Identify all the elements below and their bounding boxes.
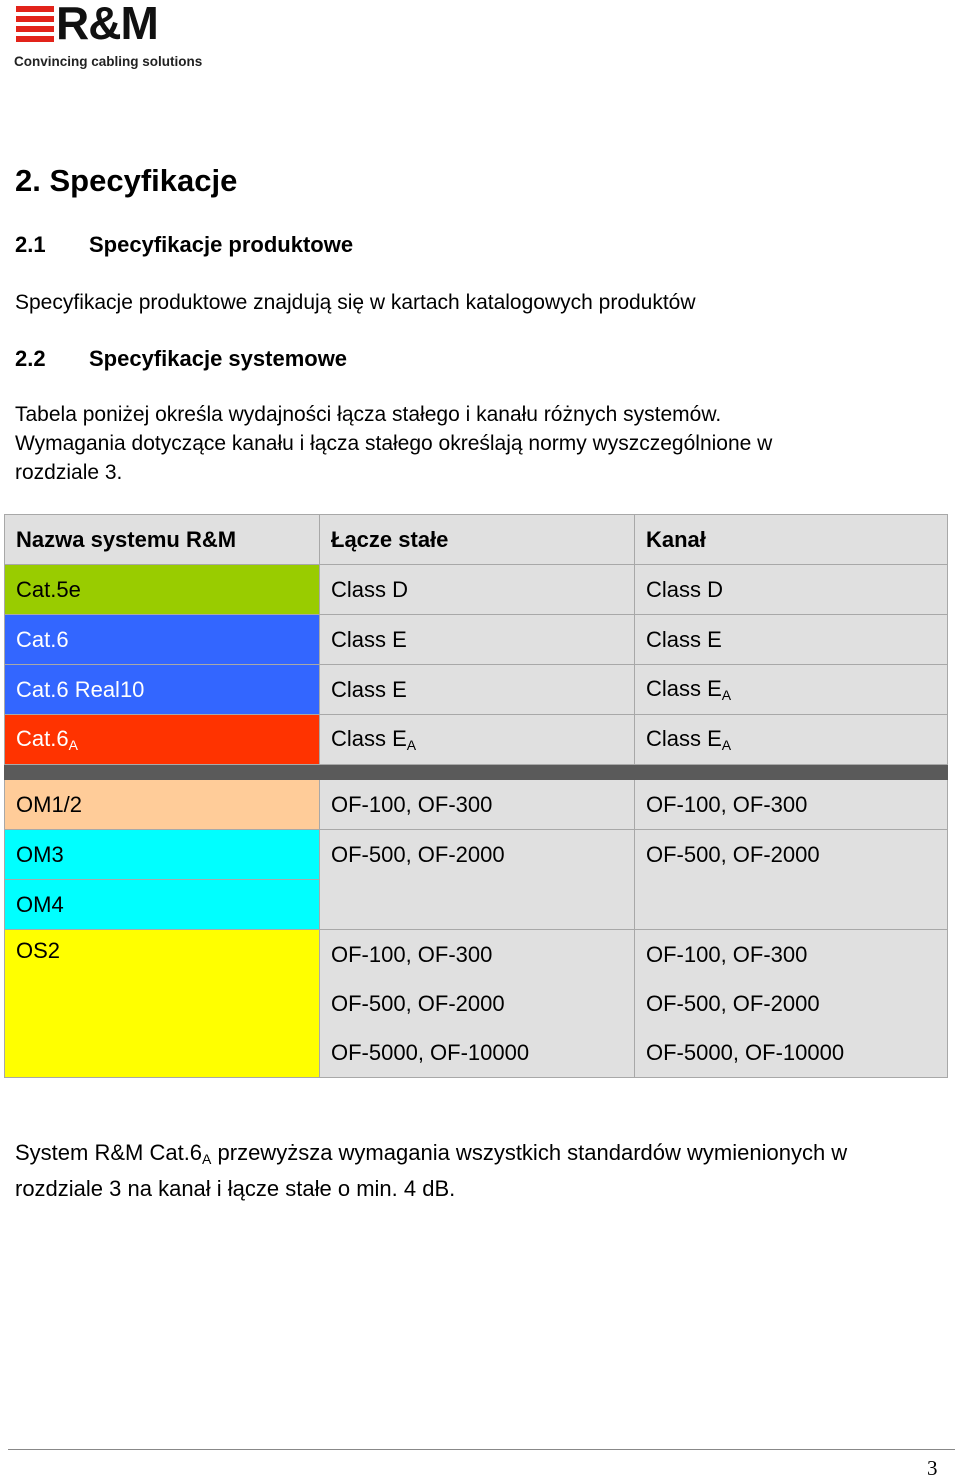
link-line: OF-500, OF-2000 <box>331 991 505 1016</box>
header-system: Nazwa systemu R&M <box>5 515 320 565</box>
paragraph-line: Wymagania dotyczące kanału i łącza stałego określają normy wyszczególnione w <box>15 432 773 455</box>
channel-value <box>635 830 948 930</box>
link-value: Class D <box>320 565 635 615</box>
logo-tagline: Convincing cabling solutions <box>14 54 203 69</box>
heading-title: Specyfikacje <box>49 163 238 198</box>
link-value <box>320 830 635 930</box>
channel-value <box>635 930 948 1078</box>
logo-mark-icon <box>16 6 54 42</box>
system-om3: OM3 <box>5 830 320 880</box>
system-text: Cat.6 <box>16 726 69 751</box>
subscript: A <box>202 1151 212 1167</box>
header-link: Łącze stałe <box>320 515 635 565</box>
table-row <box>5 715 948 765</box>
channel-text: Class E <box>646 676 722 701</box>
subscript: A <box>721 737 732 753</box>
subscript: A <box>68 737 78 753</box>
link-text: OF-500, OF-2000 <box>331 842 505 867</box>
system-spec-table <box>4 514 948 1078</box>
table-row <box>5 780 948 830</box>
section-title: Specyfikacje systemowe <box>89 346 348 371</box>
summary-note <box>15 1138 950 1203</box>
channel-value <box>635 715 948 765</box>
note-text: przewyższa wymagania wszystkich standardów wymienionych w <box>211 1140 848 1165</box>
separator-cell <box>5 765 320 780</box>
system-om12: OM1/2 <box>5 780 320 830</box>
system-os2: OS2 <box>5 930 320 1078</box>
channel-text: Class E <box>646 726 722 751</box>
logo-brand: R&M <box>56 0 158 49</box>
table-row <box>5 830 948 880</box>
channel-value <box>635 665 948 715</box>
section-number: 2.1 <box>15 232 46 257</box>
table-separator <box>5 765 948 780</box>
system-cat6a <box>5 715 320 765</box>
footer-divider <box>8 1449 955 1450</box>
system-cat6-real10: Cat.6 Real10 <box>5 665 320 715</box>
page-title <box>15 163 237 199</box>
page-number: 3 <box>927 1456 938 1480</box>
link-value <box>320 930 635 1078</box>
link-line: OF-5000, OF-10000 <box>331 1040 530 1065</box>
separator-cell <box>635 765 948 780</box>
system-cat5e: Cat.5e <box>5 565 320 615</box>
paragraph-line: rozdziale 3. <box>15 461 123 484</box>
section-2-2-heading <box>15 346 347 372</box>
link-line: OF-100, OF-300 <box>331 942 493 967</box>
heading-number: 2. <box>15 163 41 198</box>
table-header-row <box>5 515 948 565</box>
link-text: Class E <box>331 726 407 751</box>
channel-line: OF-100, OF-300 <box>646 942 808 967</box>
section-title: Specyfikacje produktowe <box>89 232 354 257</box>
separator-cell <box>320 765 635 780</box>
channel-value: Class D <box>635 565 948 615</box>
table-row <box>5 665 948 715</box>
section-2-1-heading <box>15 232 353 258</box>
subscript: A <box>721 687 732 703</box>
paragraph-line: Tabela poniżej określa wydajności łącza stałego i kanału różnych systemów. <box>15 403 722 426</box>
channel-line: OF-500, OF-2000 <box>646 991 820 1016</box>
system-cat6: Cat.6 <box>5 615 320 665</box>
subscript: A <box>406 737 417 753</box>
channel-value: Class E <box>635 615 948 665</box>
link-value: Class E <box>320 615 635 665</box>
section-2-1-text: Specyfikacje produktowe znajdują się w kartach katalogowych produktów <box>15 291 696 314</box>
table-row <box>5 930 948 1078</box>
link-value: OF-100, OF-300 <box>320 780 635 830</box>
table-row <box>5 615 948 665</box>
note-line-1 <box>15 1138 950 1174</box>
system-om4: OM4 <box>5 880 320 930</box>
header-channel: Kanał <box>635 515 948 565</box>
channel-value: OF-100, OF-300 <box>635 780 948 830</box>
section-number: 2.2 <box>15 346 46 371</box>
link-value <box>320 715 635 765</box>
table-row <box>5 565 948 615</box>
link-value: Class E <box>320 665 635 715</box>
note-text: System R&M Cat.6 <box>15 1140 203 1165</box>
channel-line: OF-5000, OF-10000 <box>646 1040 845 1065</box>
section-2-2-text <box>15 400 945 487</box>
note-line-2: rozdziale 3 na kanał i łącze stałe o min. 4 dB. <box>15 1176 456 1201</box>
channel-text: OF-500, OF-2000 <box>646 842 820 867</box>
